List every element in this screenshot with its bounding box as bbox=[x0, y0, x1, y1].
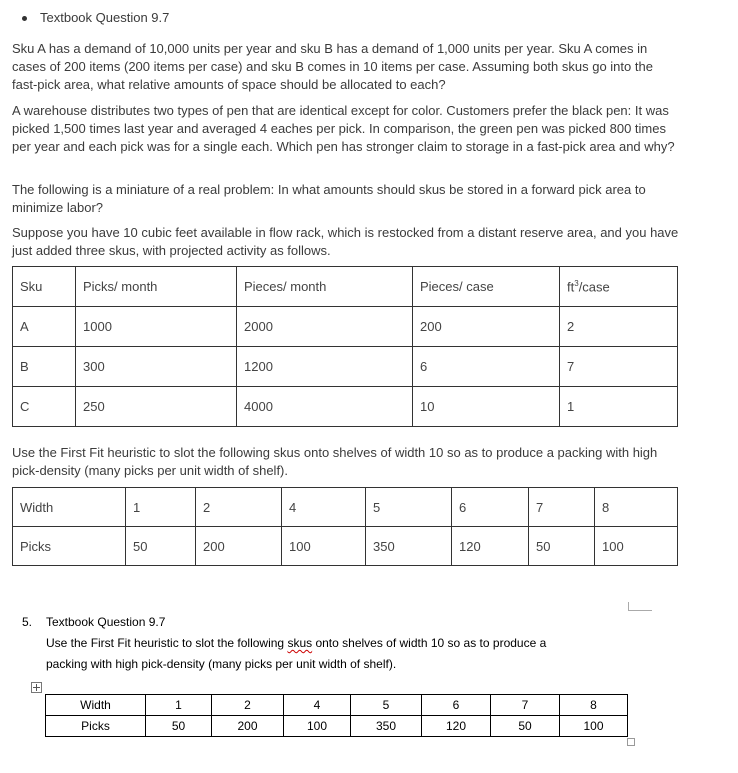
width-cell[interactable]: 8 bbox=[560, 695, 628, 716]
cell-picks: 300 bbox=[76, 347, 237, 387]
picks-cell: 50 bbox=[126, 527, 196, 566]
table-row-width bbox=[13, 488, 678, 527]
paragraph-flow-rack: Suppose you have 10 cubic feet available in flow rack, which is restocked from a distant reserve area, and you have just added three skus, with projected activity as follows. bbox=[12, 225, 679, 258]
table-resize-handle[interactable] bbox=[627, 738, 635, 746]
width-cell: 8 bbox=[595, 488, 678, 527]
width-cell: 2 bbox=[196, 488, 282, 527]
question-title: Textbook Question 9.7 bbox=[40, 10, 170, 25]
table-row bbox=[13, 347, 678, 387]
width-label[interactable]: Width bbox=[46, 695, 146, 716]
width-cell: 1 bbox=[126, 488, 196, 527]
table-header-row bbox=[13, 267, 678, 307]
cell-sku: A bbox=[13, 307, 76, 347]
question-5-table bbox=[45, 694, 628, 737]
cell-sku: B bbox=[13, 347, 76, 387]
picks-cell[interactable]: 350 bbox=[351, 716, 422, 737]
list-number: 5. bbox=[22, 615, 33, 629]
table-row bbox=[13, 387, 678, 427]
width-cell[interactable]: 2 bbox=[212, 695, 284, 716]
picks-cell[interactable]: 120 bbox=[422, 716, 491, 737]
width-cell[interactable]: 6 bbox=[422, 695, 491, 716]
width-cell: 5 bbox=[366, 488, 452, 527]
header-sku: Sku bbox=[13, 267, 76, 307]
cell-ft3-case: 1 bbox=[560, 387, 678, 427]
header-pieces-case: Pieces/ case bbox=[413, 267, 560, 307]
sku-activity-table bbox=[12, 266, 678, 427]
cell-pieces-case: 10 bbox=[413, 387, 560, 427]
cell-pieces-case: 6 bbox=[413, 347, 560, 387]
header-picks-month: Picks/ month bbox=[76, 267, 237, 307]
paragraph-first-fit: Use the First Fit heuristic to slot the following skus onto shelves of width 10 so as to produce a packing with high pick-density (many picks per unit width of shelf). bbox=[12, 445, 658, 478]
picks-label: Picks bbox=[13, 527, 126, 566]
picks-cell[interactable]: 100 bbox=[284, 716, 351, 737]
picks-cell[interactable]: 50 bbox=[491, 716, 560, 737]
width-cell: 7 bbox=[529, 488, 595, 527]
question-5-text-c: onto shelves of width 10 so as to produce a bbox=[312, 636, 547, 650]
picks-cell: 50 bbox=[529, 527, 595, 566]
width-cell[interactable]: 7 bbox=[491, 695, 560, 716]
question-5-line-3: packing with high pick-density (many picks per unit width of shelf). bbox=[46, 657, 397, 671]
table-row-picks bbox=[46, 716, 628, 737]
picks-cell[interactable]: 50 bbox=[146, 716, 212, 737]
paragraph-mark-icon bbox=[628, 602, 652, 611]
width-cell: 6 bbox=[452, 488, 529, 527]
cell-pieces: 1200 bbox=[237, 347, 413, 387]
header-pieces-month: Pieces/ month bbox=[237, 267, 413, 307]
paragraph-miniature-problem: The following is a miniature of a real problem: In what amounts should skus be stored in a forward pick area to minimize labor? bbox=[12, 182, 646, 215]
table-move-icon[interactable] bbox=[31, 682, 42, 693]
header-case-text: /case bbox=[578, 279, 610, 295]
width-cell[interactable]: 5 bbox=[351, 695, 422, 716]
paragraph-pens: A warehouse distributes two types of pen that are identical except for color. Customers prefer the black pen: It was picked 1,500 times last year and averaged 4 eaches per pick. In comparison, the green pen was picked 800 times per year and each pick was for a single each. Which pen has stronger claim to storage in a fast-pick area and why? bbox=[12, 103, 675, 154]
question-5-text-a: Use the First Fit heuristic to slot the following bbox=[46, 636, 288, 650]
cell-picks: 1000 bbox=[76, 307, 237, 347]
bullet-icon bbox=[22, 16, 27, 21]
picks-cell: 350 bbox=[366, 527, 452, 566]
table-row bbox=[13, 307, 678, 347]
header-ft-text: ft bbox=[567, 279, 575, 295]
width-cell[interactable]: 4 bbox=[284, 695, 351, 716]
picks-label[interactable]: Picks bbox=[46, 716, 146, 737]
picks-cell[interactable]: 100 bbox=[560, 716, 628, 737]
header-ft-superscript: 3 bbox=[574, 278, 579, 288]
cell-picks: 250 bbox=[76, 387, 237, 427]
picks-cell: 100 bbox=[595, 527, 678, 566]
table-row-width bbox=[46, 695, 628, 716]
picks-cell: 200 bbox=[196, 527, 282, 566]
cell-pieces: 2000 bbox=[237, 307, 413, 347]
cell-pieces-case: 200 bbox=[413, 307, 560, 347]
cell-sku: C bbox=[13, 387, 76, 427]
cell-pieces: 4000 bbox=[237, 387, 413, 427]
picks-cell: 120 bbox=[452, 527, 529, 566]
header-ft3-case bbox=[560, 267, 678, 307]
table-row-picks bbox=[13, 527, 678, 566]
cell-ft3-case: 7 bbox=[560, 347, 678, 387]
width-picks-table bbox=[12, 487, 678, 566]
picks-cell: 100 bbox=[282, 527, 366, 566]
cell-ft3-case: 2 bbox=[560, 307, 678, 347]
spellcheck-word[interactable]: skus bbox=[287, 636, 313, 650]
picks-cell[interactable]: 200 bbox=[212, 716, 284, 737]
width-label: Width bbox=[13, 488, 126, 527]
question-5-title: Textbook Question 9.7 bbox=[46, 615, 166, 629]
paragraph-sku-demand: Sku A has a demand of 10,000 units per year and sku B has a demand of 1,000 units per year. Sku A comes in cases of 200 items (200 items per case) and sku B comes in 10 items per case. Assuming both skus go into the fast-pick area, what relative amounts of space should be allocated to each? bbox=[12, 41, 653, 92]
width-cell: 4 bbox=[282, 488, 366, 527]
width-cell[interactable]: 1 bbox=[146, 695, 212, 716]
question-5-line bbox=[46, 633, 546, 654]
